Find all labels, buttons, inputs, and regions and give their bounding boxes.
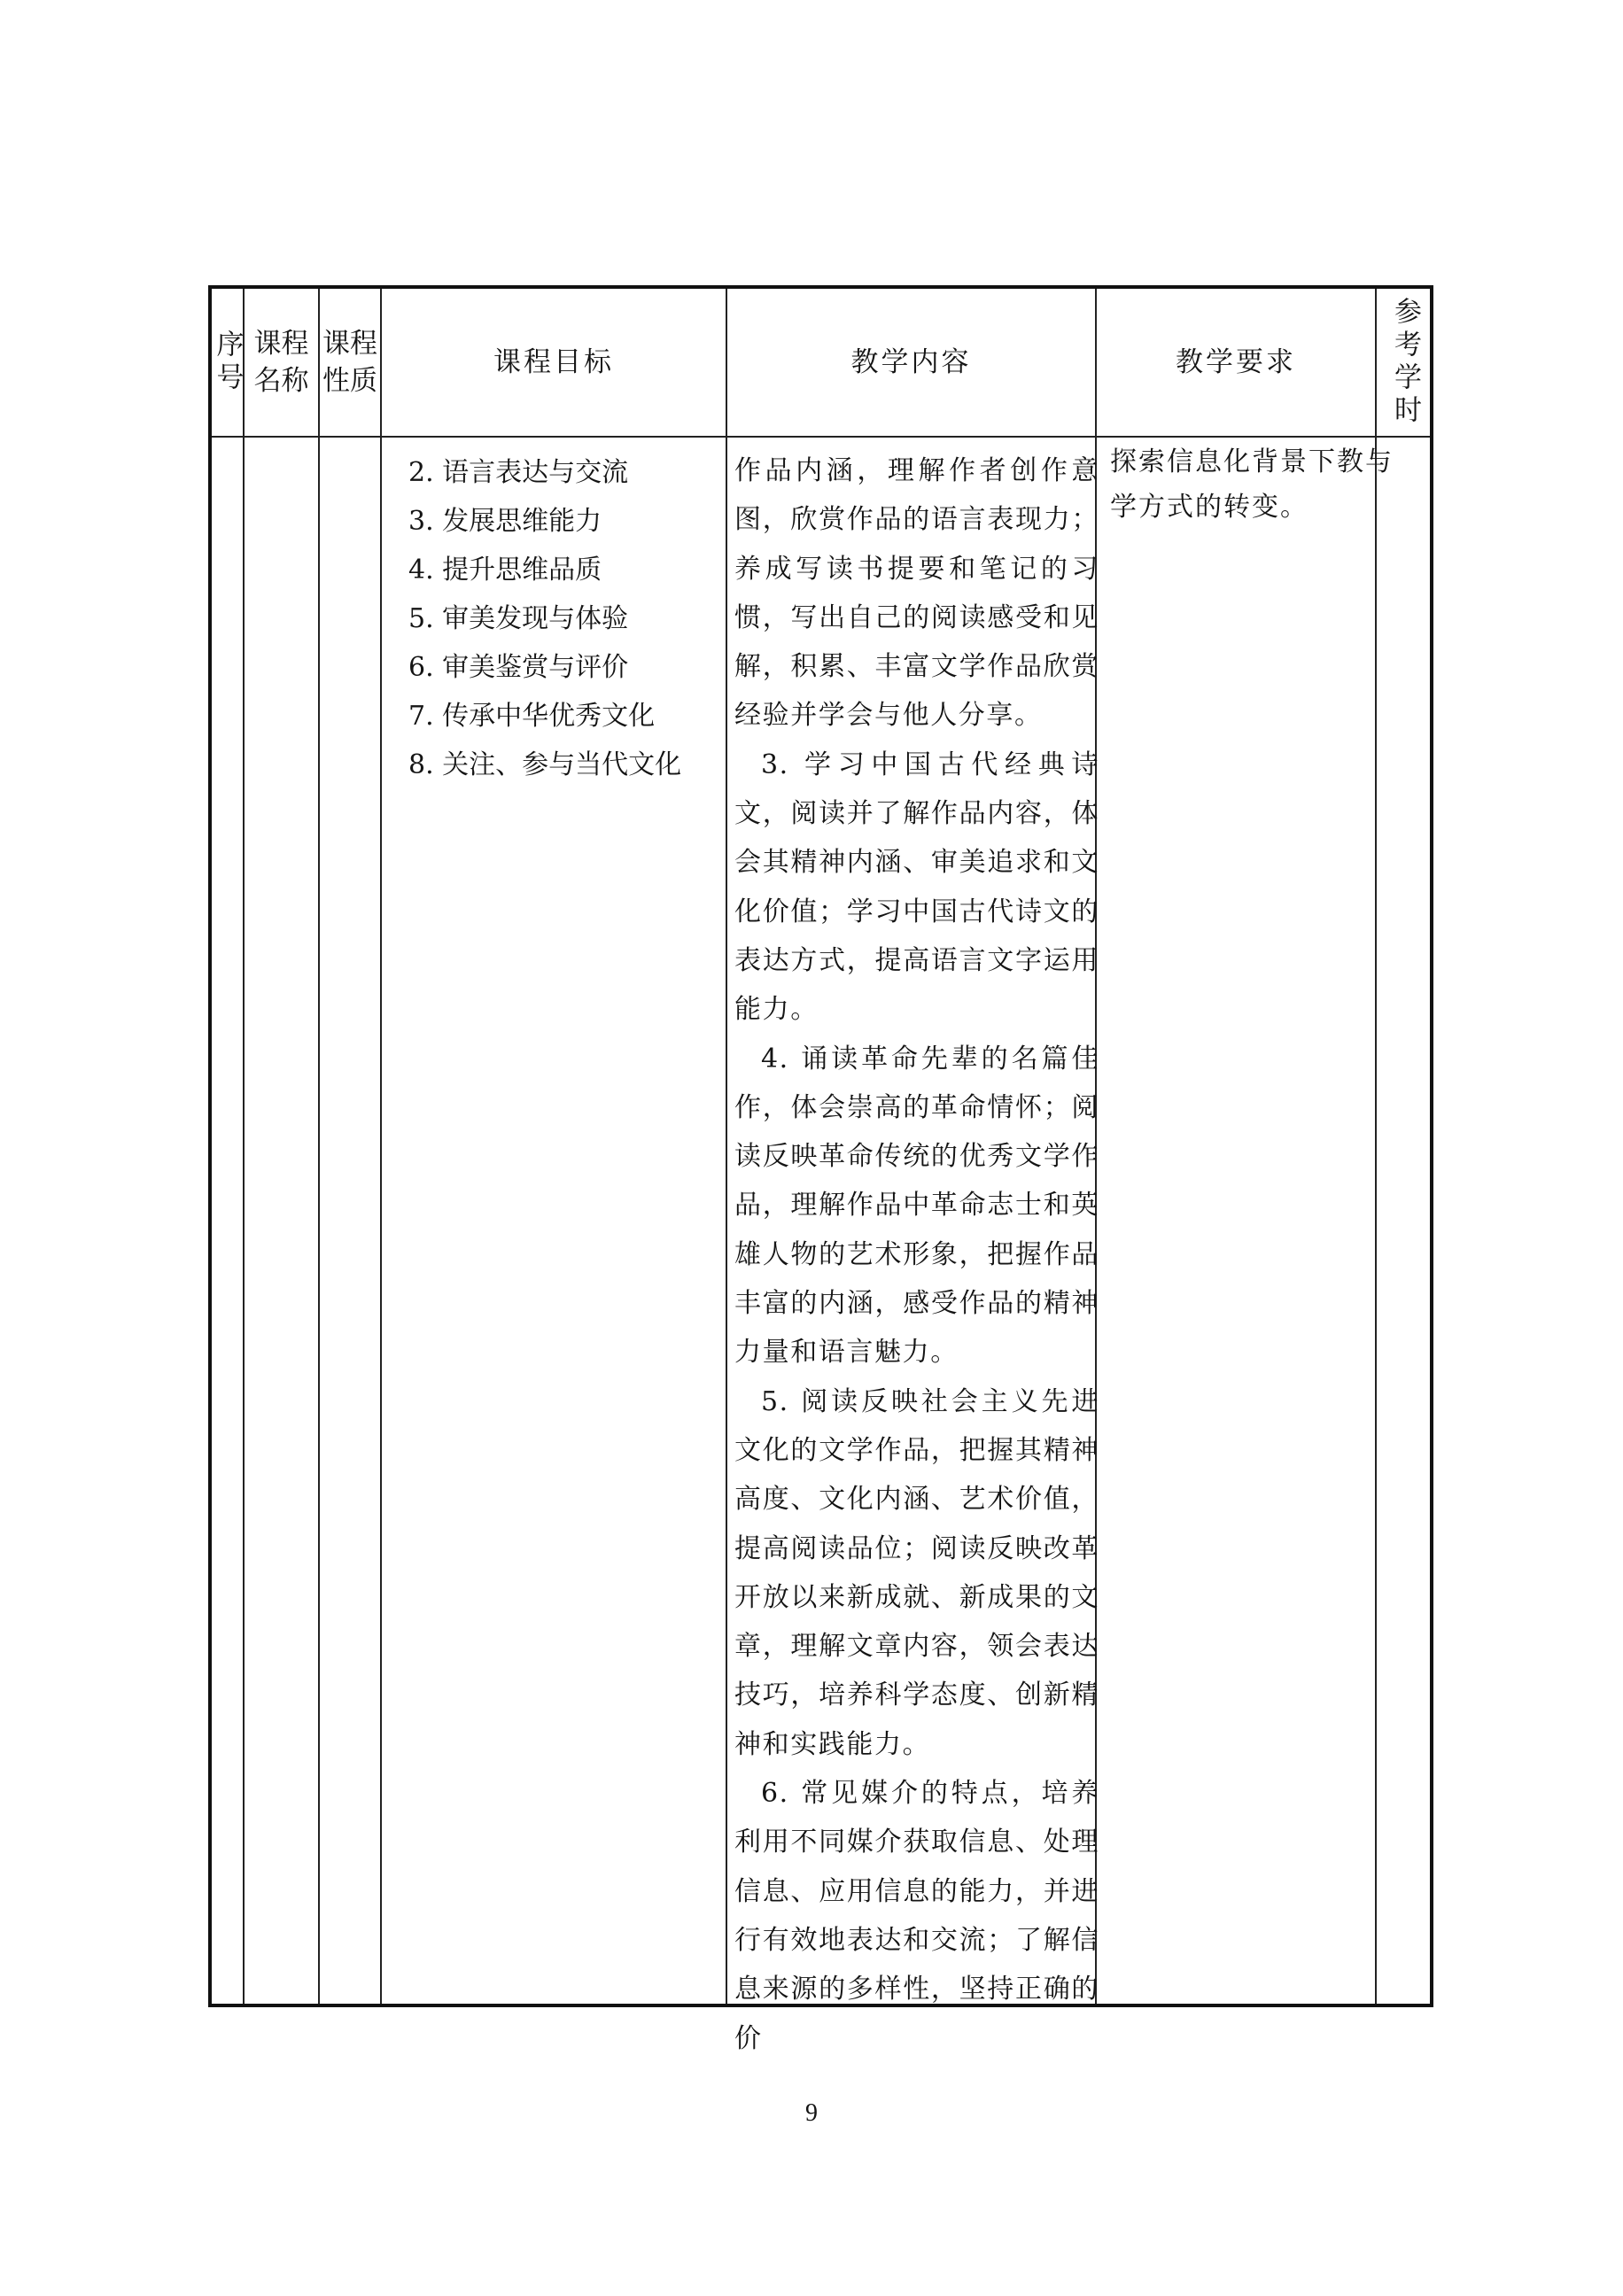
content-paragraph: 作品内涵，理解作者创作意图，欣赏作品的语言表现力；养成写读书提要和笔记的习惯，写出自己的阅读感受和见解，积累、丰富文学作品欣赏经验并学会与他人分享。 (734, 455, 1099, 732)
header-reference-hours: 参考学时 (1389, 297, 1421, 428)
goal-item: 6. 审美鉴赏与评价 (408, 652, 629, 683)
header-teaching-requirements: 教学要求 (1176, 346, 1296, 378)
goal-item: 7. 传承中华优秀文化 (408, 701, 656, 732)
goal-item: 5. 审美发现与体验 (408, 603, 629, 634)
header-course-goals: 课程目标 (493, 346, 614, 378)
col-divider-3 (380, 289, 382, 2004)
col-divider-1 (243, 289, 245, 2004)
col-divider-6 (1375, 289, 1377, 2004)
goal-item: 4. 提升思维品质 (408, 555, 602, 586)
header-seq: 序号 (211, 330, 244, 395)
header-teaching-content: 教学内容 (850, 346, 972, 378)
content-paragraph: 5. 阅读反映社会主义先进文化的文学作品，把握其精神高度、文化内涵、艺术价值，提高阅读品位；阅读反映改革开放以来新成就、新成果的文章，理解文章内容，领会表达技巧，培养科学态度、创新精神和实践能力。 (734, 1385, 1099, 1760)
header-divider (212, 436, 1430, 438)
content-paragraph: 4. 诵读革命先辈的名篇佳作，体会崇高的革命情怀；阅读反映革命传统的优秀文学作品，理解作品中革命志士和英雄人物的艺术形象，把握作品丰富的内涵，感受作品的精神力量和语言魅力。 (734, 1043, 1099, 1369)
teaching-requirements-text: 探索信息化背景下教与学方式的转变。 (1110, 446, 1394, 523)
course-goals-list (408, 448, 681, 789)
course-table (208, 285, 1433, 2054)
col-divider-4 (726, 289, 727, 2004)
teaching-content-text (734, 446, 1099, 2063)
header-course-name: 课程名称 (253, 328, 309, 397)
content-paragraph: 6. 常见媒介的特点，培养利用不同媒介获取信息、处理信息、应用信息的能力，并进行有效地表达和交流；了解信息来源的多样性，坚持正确的价 (734, 1778, 1099, 2054)
page-number: 9 (805, 2099, 818, 2127)
header-course-nature: 课程性质 (322, 328, 377, 397)
goal-item: 2. 语言表达与交流 (408, 457, 629, 488)
goal-item: 8. 关注、参与当代文化 (408, 749, 682, 780)
col-divider-2 (318, 289, 320, 2004)
goal-item: 3. 发展思维能力 (408, 506, 602, 537)
content-paragraph: 3. 学习中国古代经典诗文，阅读并了解作品内容，体会其精神内涵、审美追求和文化价值；学习中国古代诗文的表达方式，提高语言文字运用能力。 (734, 749, 1099, 1026)
